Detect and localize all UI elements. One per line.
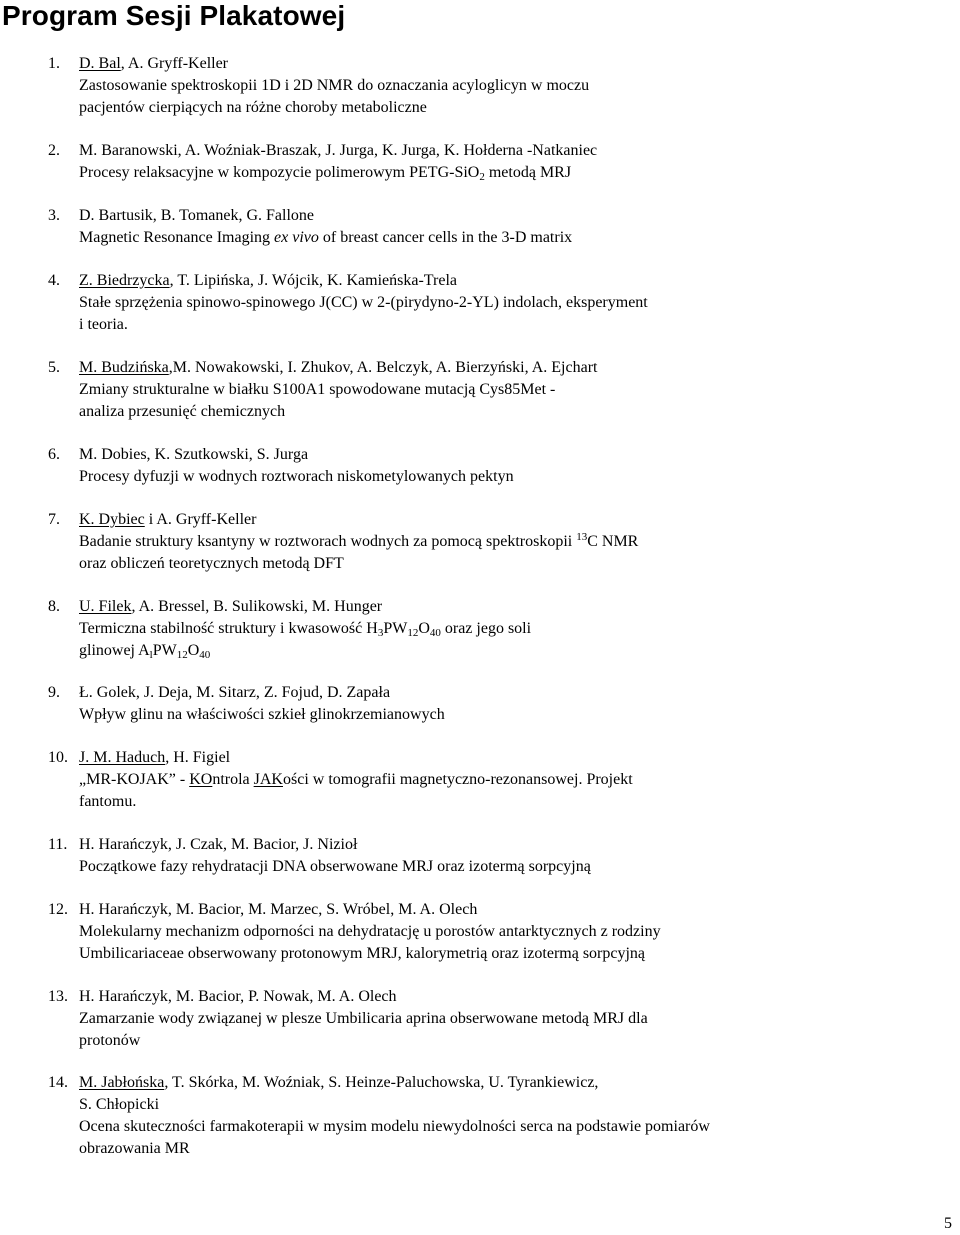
entry-number: 1.	[48, 55, 60, 72]
entry-number: 2.	[48, 142, 60, 159]
entry-title: protonów	[79, 1032, 141, 1049]
entry-authors: M. Jabłońska, T. Skórka, M. Woźniak, S. Heinze-Paluchowska, U. Tyrankiewicz,	[79, 1074, 599, 1091]
entry-title: Termiczna stabilność struktury i kwasowość $H_3PW_{12}O_{40}$ oraz jego soli	[79, 620, 532, 639]
entry-number: 7.	[48, 511, 60, 528]
document-title: Program Sesji Plakatowej	[2, 0, 346, 31]
entry-body	[79, 357, 899, 423]
entry-title: pacjentów cierpiących na różne choroby metaboliczne	[79, 99, 427, 116]
presenting-author: Z. Biedrzycka	[79, 272, 170, 289]
entry-number: 4.	[48, 272, 60, 289]
entry-number: 10.	[48, 749, 68, 766]
entry-title: i teoria.	[79, 316, 128, 333]
entry-body	[79, 509, 899, 575]
entry-authors: H. Harańczyk, J. Czak, M. Bacior, J. Nizioł	[79, 836, 358, 853]
entry-number: 11.	[48, 836, 68, 853]
entry-body	[79, 444, 899, 488]
entry-authors: D. Bartusik, B. Tomanek, G. Fallone	[79, 207, 315, 224]
entry-number: 12.	[48, 901, 68, 918]
entry-title: Zmiany strukturalne w białku S100A1 spowodowane mutacją Cys85Met -	[79, 381, 556, 398]
presenting-author: M. Budzińska	[79, 359, 169, 376]
entry-body	[79, 1072, 899, 1160]
entry-authors: H. Harańczyk, M. Bacior, P. Nowak, M. A. Olech	[79, 988, 397, 1005]
entry-authors: M. Budzińska,M. Nowakowski, I. Zhukov, A. Belczyk, A. Bierzyński, A. Ejchart	[79, 359, 598, 376]
entry-title: Molekularny mechanizm odporności na dehydratację u porostów antarktycznych z rodziny	[79, 923, 661, 940]
entry-body	[79, 53, 899, 119]
entry-authors: S. Chłopicki	[79, 1096, 160, 1113]
presenting-author: J. M. Haduch	[79, 749, 166, 766]
entry-title: Stałe sprzężenia spinowo-spinowego J(CC) w 2-(pirydyno-2-YL) indolach, eksperyment	[79, 294, 648, 311]
entry-number: 8.	[48, 598, 60, 615]
page-number: 5	[944, 1215, 952, 1232]
entry-number: 14.	[48, 1074, 68, 1091]
entry-number: 3.	[48, 207, 60, 224]
entry-body	[79, 140, 899, 184]
presenting-author: K. Dybiec	[79, 511, 145, 528]
entry-number: 5.	[48, 359, 60, 376]
presenting-author: M. Jabłońska	[79, 1074, 165, 1091]
entry-title: Wpływ glinu na właściwości szkieł glinokrzemianowych	[79, 706, 445, 723]
entry-authors: D. Bal, A. Gryff-Keller	[79, 55, 229, 72]
entry-body	[79, 596, 899, 662]
entry-number: 6.	[48, 446, 60, 463]
entry-title: Zastosowanie spektroskopii 1D i 2D NMR do oznaczania acyloglicyn w moczu	[79, 77, 590, 94]
entry-title: Procesy dyfuzji w wodnych roztworach niskometylowanych pektyn	[79, 468, 514, 485]
entry-title: glinowej $A_lPW_{12}O_{40}$	[79, 642, 211, 661]
entry-title: analiza przesunięć chemicznych	[79, 403, 286, 420]
entry-title: Badanie struktury ksantyny w roztworach wodnych za pomocą spektroskopii $^{13}$C NMR	[79, 531, 639, 550]
entry-authors: U. Filek, A. Bressel, B. Sulikowski, M. Hunger	[79, 598, 383, 615]
entry-title: obrazowania MR	[79, 1140, 190, 1157]
entry-number: 9.	[48, 684, 60, 701]
entry-body	[79, 834, 899, 878]
entry-title: Procesy relaksacyjne w kompozycie polimerowym PETG-SiO$_2$ metodą MRJ	[79, 164, 572, 183]
presenting-author: U. Filek	[79, 598, 132, 615]
entry-authors: M. Dobies, K. Szutkowski, S. Jurga	[79, 446, 309, 463]
entry-body	[79, 747, 899, 813]
entry-authors: K. Dybiec i A. Gryff-Keller	[79, 511, 257, 528]
entry-title: Magnetic Resonance Imaging ex vivo of breast cancer cells in the 3-D matrix	[79, 229, 573, 246]
entry-title: Umbilicariaceae obserwowany protonowym MRJ, kalorymetrią oraz izotermą sorpcyjną	[79, 945, 646, 962]
entry-title: fantomu.	[79, 793, 137, 810]
entry-number: 13.	[48, 988, 68, 1005]
entry-body	[79, 270, 899, 336]
entry-body	[79, 205, 899, 249]
entry-title: Ocena skuteczności farmakoterapii w mysim modelu niewydolności serca na podstawie pomiarów	[79, 1118, 710, 1135]
entry-authors: Z. Biedrzycka, T. Lipińska, J. Wójcik, K. Kamieńska-Trela	[79, 272, 457, 289]
entry-title: Zamarzanie wody związanej w plesze Umbilicaria aprina obserwowane metodą MRJ dla	[79, 1010, 648, 1027]
entry-authors: H. Harańczyk, M. Bacior, M. Marzec, S. Wróbel, M. A. Olech	[79, 901, 478, 918]
entry-body	[79, 682, 899, 726]
entry-body	[79, 899, 899, 965]
entry-authors: J. M. Haduch, H. Figiel	[79, 749, 231, 766]
entry-authors: M. Baranowski, A. Woźniak-Braszak, J. Jurga, K. Jurga, K. Hołderna -Natkaniec	[79, 142, 598, 159]
entry-body	[79, 986, 899, 1052]
entry-title: oraz obliczeń teoretycznych metodą DFT	[79, 555, 344, 572]
presenting-author: D. Bal	[79, 55, 121, 72]
entry-title: „MR-KOJAK” - KOntrola JAKości w tomografii magnetyczno-rezonansowej. Projekt	[79, 771, 633, 788]
entry-title: Początkowe fazy rehydratacji DNA obserwowane MRJ oraz izotermą sorpcyjną	[79, 858, 591, 875]
entry-authors: Ł. Golek, J. Deja, M. Sitarz, Z. Fojud, D. Zapała	[79, 684, 391, 701]
